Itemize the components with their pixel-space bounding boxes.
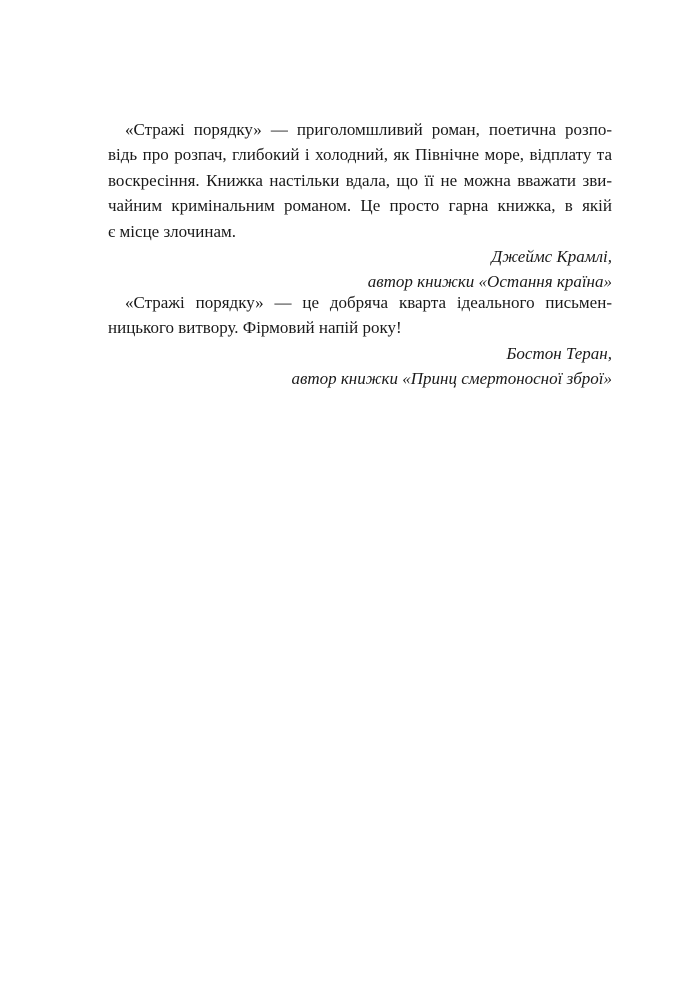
blurb-quote-2 [108, 290, 612, 392]
quote-2-line-2: ницького витвору. Фірмовий напій року! [108, 318, 402, 338]
quote-1-line-1: «Стражі порядку» — приголомшливий роман, поетична розпо- [125, 120, 612, 139]
quote-2-source: автор книжки «Принц смертоносної зброї» [291, 369, 612, 389]
quote-2-author: Бостон Теран, [506, 343, 612, 363]
quote-1-author: Джеймс Крамлі, [491, 246, 612, 266]
quote-1-line-2: відь про розпач, глибокий і холодний, як Північне море, відплату та [108, 145, 612, 165]
blurb-quote-1 [108, 117, 612, 295]
quote-2-line-1: «Стражі порядку» — це добряча кварта ідеального письмен- [125, 293, 612, 312]
quote-1-line-4: чайним кримінальним романом. Це просто гарна книжка, в якій [108, 196, 612, 216]
quote-1-line-3: воскресіння. Книжка настільки вдала, що її не можна вважати зви- [108, 170, 612, 190]
quote-1-source: автор книжки «Остання країна» [367, 272, 612, 292]
quote-1-line-5: є місце злочинам. [108, 221, 237, 241]
